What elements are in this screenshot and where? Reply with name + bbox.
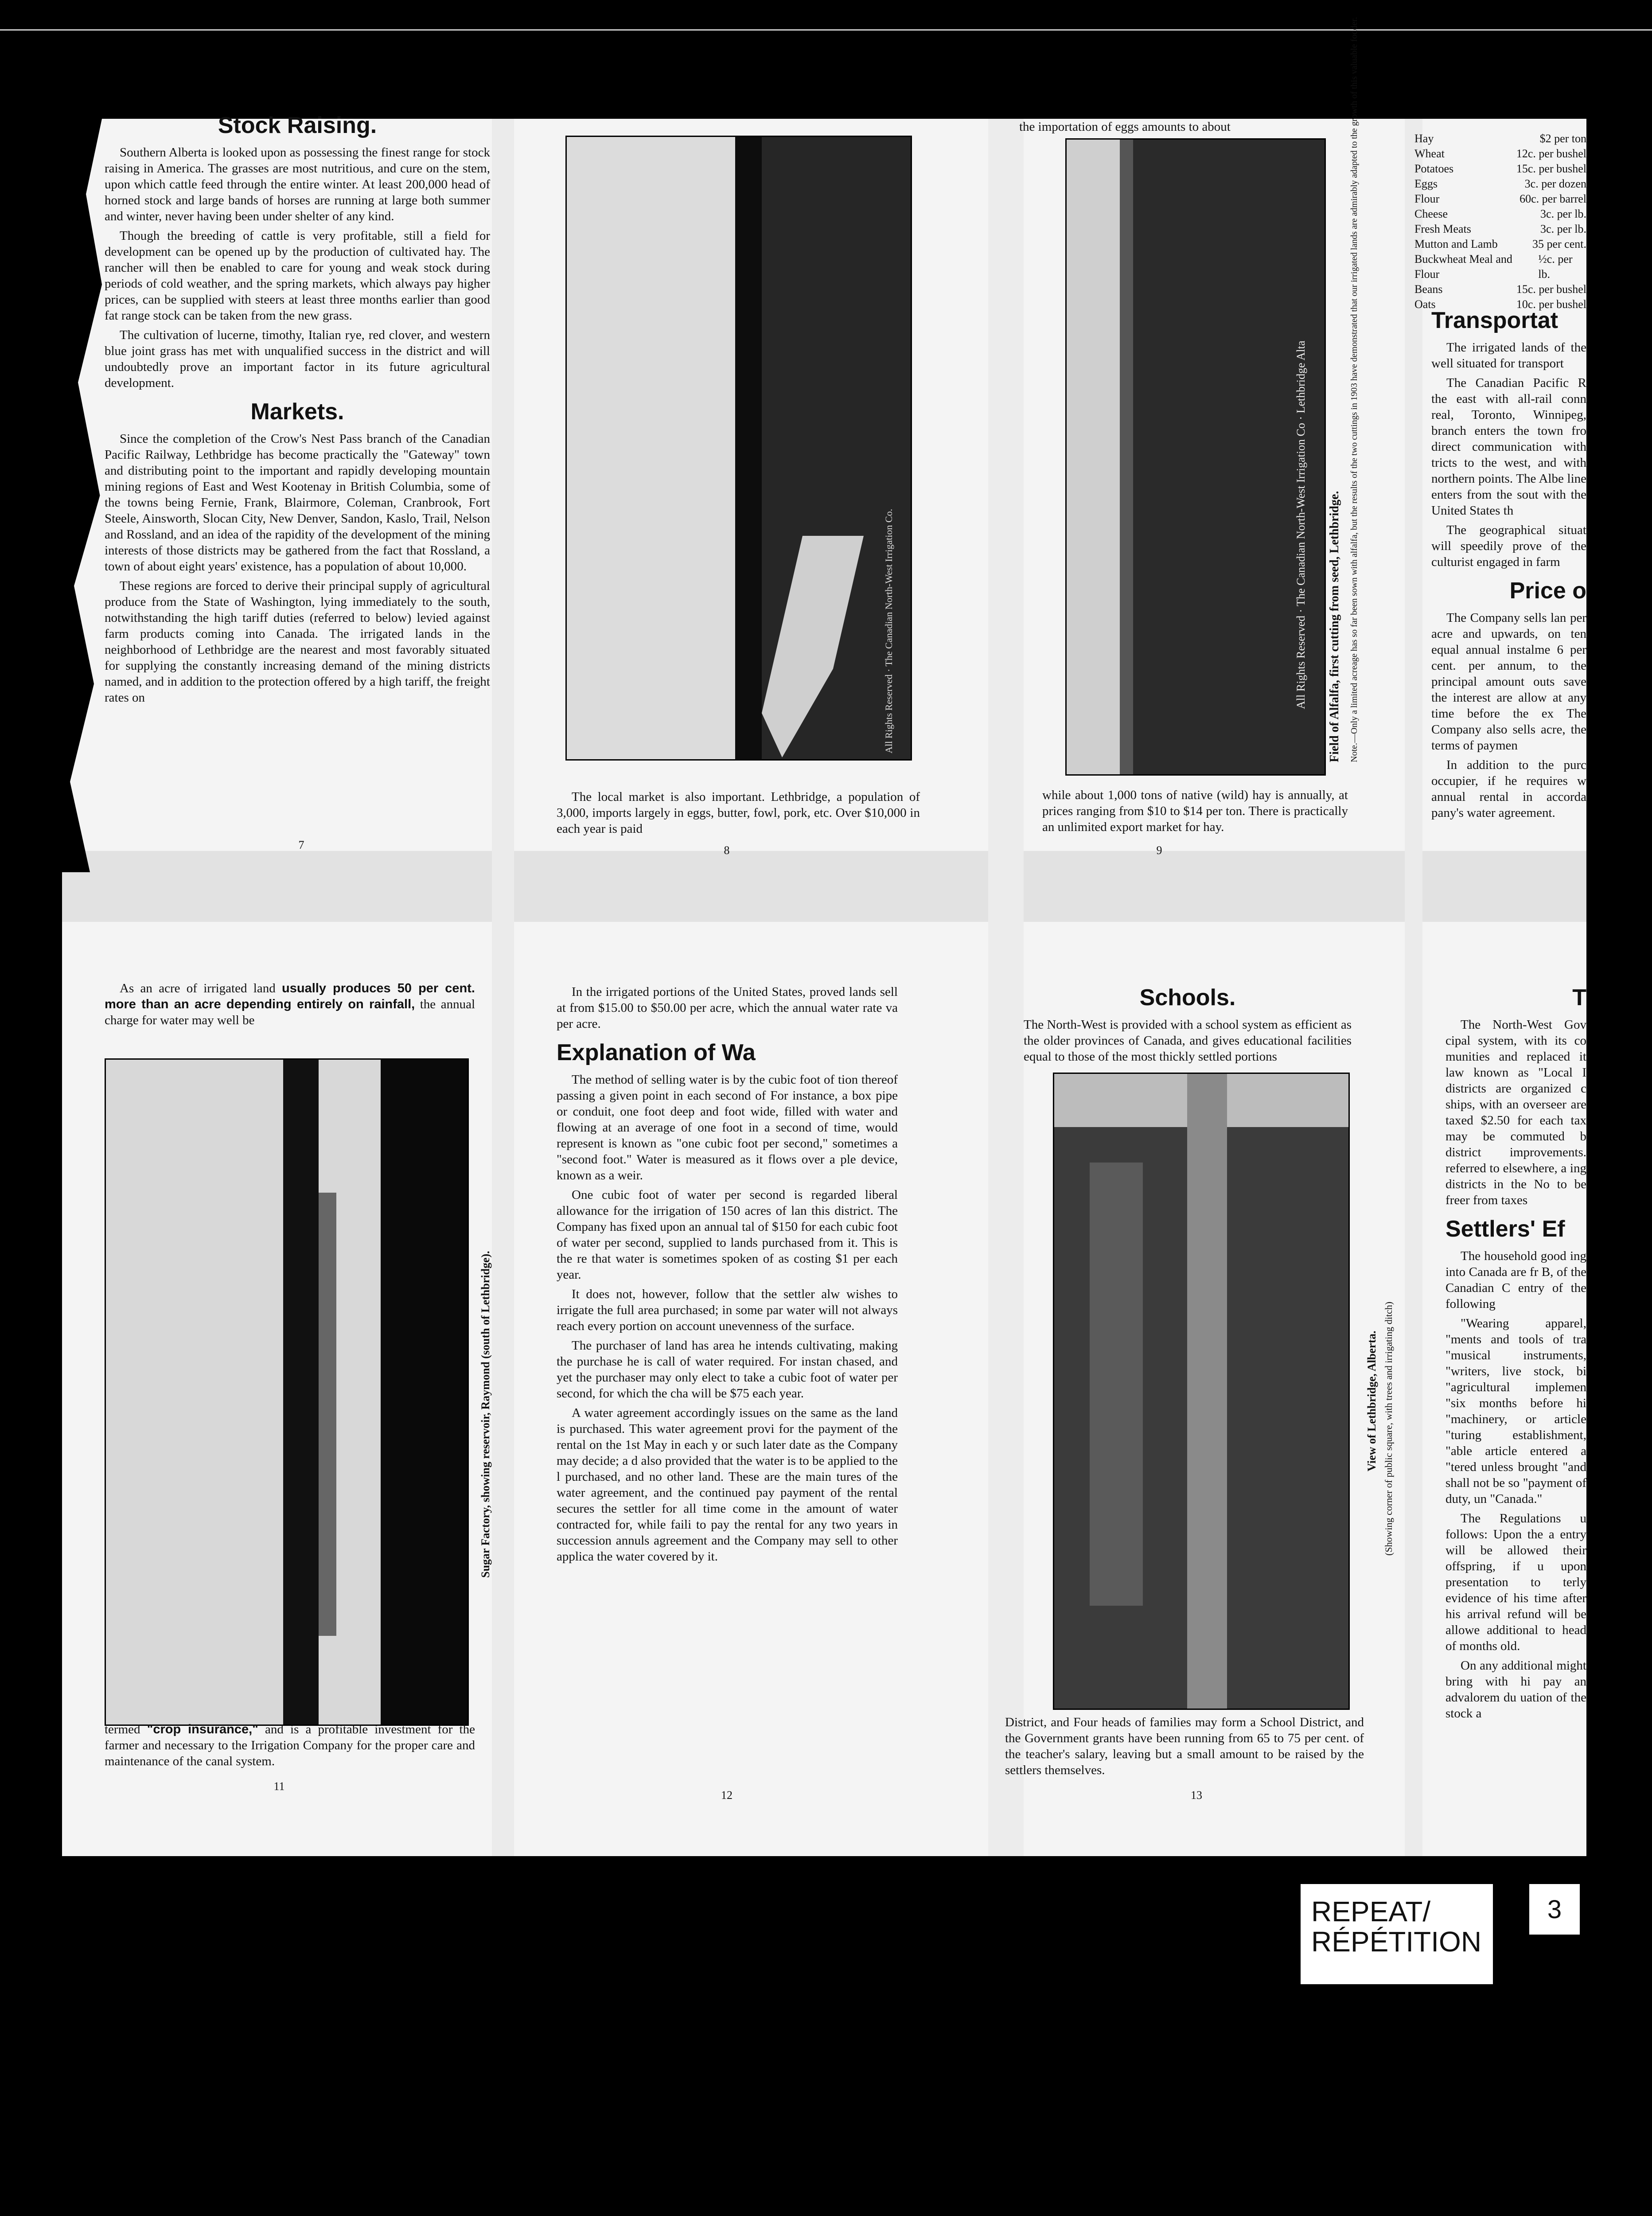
price-table <box>1414 131 1586 312</box>
page-number: 8 <box>724 844 730 857</box>
paragraph: Since the completion of the Crow's Nest Pass branch of the Canadian Pacific Railway, Lethbridge has become practically the "Gateway" town and distributing point to the important and rapidly developing mountain mining regions of East and West Kootenay in British Columbia, some of the towns being Fernie, Frank, Blairmore, Coleman, Cranbrook, Fort Steele, Ainsworth, Slocan City, New Denver, Sandon, Kaslo, Trail, Nelson and Rossland, and an idea of the rapidity of the development of the mining interests of those districts may be gathered from the fact that Rossland, a town of about eight years' existence, has a population of about 10,000. <box>105 432 490 574</box>
page-9 <box>1042 787 1348 839</box>
paragraph: The Company sells lan per acre and upwards, on ten equal annual instalme 6 per cent. per annum, to the principal amount outs save the interest are allow at any time before the ex The Company also sells acre, the terms of paymen <box>1431 611 1586 753</box>
stamp-line: RÉPÉTITION <box>1311 1926 1482 1958</box>
page-11-tail <box>105 1721 475 1773</box>
photo-caption <box>1328 491 1342 762</box>
paragraph: The local market is also important. Lethbridge, a population of 3,000, imports largely in eggs, butter, fowl, pork, etc. Over $10,000 in each year is paid <box>557 790 920 836</box>
vertical-fold-mid <box>988 119 1024 1856</box>
page-number: 13 <box>1191 1789 1202 1802</box>
frame-number: 3 <box>1528 1883 1581 1936</box>
photo-caption-note: Note.—Only a limited acreage has so far been sown with alfalfa, but the results of the two cuttings in 1903 have demonstrated that our irrigated lands are admirably adapted to the growth of this valuable fodder. <box>1349 17 1359 762</box>
photo-caption-note: (Showing corner of public square, with trees and irrigating ditch) <box>1383 1301 1394 1556</box>
photo-caption: View of Lethbridge, Alberta. <box>1365 1330 1378 1471</box>
page-number: 11 <box>273 1780 285 1793</box>
photo-inset-text: All Rights Reserved · The Canadian North-West Irrigation Co · Lethbridge Alta <box>1294 340 1307 709</box>
price-row: Potatoes 15c. per bushel <box>1414 162 1586 175</box>
paragraph: Southern Alberta is looked upon as possessing the finest range for stock raising in America. The grasses are most nutritious, and cure on the stem, upon which cattle feed through the entire winter. At least 200,000 head of horned stock and large bands of horses are running at large both summer and winter, never having been under shelter of any kind. <box>105 145 490 223</box>
page-9-top <box>1019 119 1383 138</box>
price-row: Oats 10c. per bushel <box>1414 298 1586 311</box>
page-number: 9 <box>1156 844 1162 857</box>
paragraph: The household good ing into Canada are fr B, of the Canadian C entry of the following <box>1446 1249 1586 1311</box>
top-rule <box>0 29 1652 31</box>
repeat-stamp <box>1299 1883 1494 1986</box>
vertical-fold-left <box>492 119 514 1856</box>
paragraph: District, and Four heads of families may form a School District, and the Government grants have been running from 65 to 75 per cent. of the teacher's salary, leaving but a small amount to be raised by the settlers themselves. <box>1005 1715 1364 1777</box>
paragraph: The North-West is provided with a school system as efficient as the older provinces of Canada, and gives educational facilities equal to those of the most thickly settled portions <box>1024 1018 1352 1064</box>
page-11-lead <box>105 980 475 1032</box>
vertical-fold-right <box>1405 119 1422 1856</box>
paragraph: The Canadian Pacific R the east with all-rail conn real, Toronto, Winnipeg, branch enters the town fro direct communication with tricts to the west, and with northern points. The Albe line enters from the sout with the United States th <box>1431 376 1586 518</box>
caption-title: Field of Alfalfa, first cutting from seed, Lethbridge. <box>1328 491 1341 762</box>
paragraph: The geographical situat will speedily prove of the culturist engaged in farm <box>1431 523 1586 569</box>
paragraph: the importation of eggs amounts to about <box>1019 120 1231 134</box>
alfalfa-field-photo <box>1065 138 1326 776</box>
price-row: Eggs 3c. per dozen <box>1414 177 1586 190</box>
heading-price: Price o <box>1509 578 1586 604</box>
photo-copyright: All Rights Reserved · The Canadian North-West Irrigation Co. <box>883 509 894 753</box>
stamp-line: REPEAT/ <box>1311 1896 1431 1927</box>
paragraph: The Regulations u follows: Upon the a entry will be allowed their offspring, if u upon presentation to terly evidence of his time after his arrival refund will be allowe additional to head of months old. <box>1446 1511 1586 1653</box>
price-row: Mutton and Lamb 35 per cent. <box>1414 238 1586 250</box>
paragraph: In the irrigated portions of the United States, proved lands sell at from $15.00 to $50.00 per acre, which the annual water rate va per acre. <box>557 985 898 1031</box>
heading-schools: Schools. <box>1139 985 1236 1010</box>
heading-explanation-of-water: Explanation of Wa <box>557 1040 756 1065</box>
paragraph: On any additional might bring with hi pay an advalorem du uation of the stock a <box>1446 1658 1586 1721</box>
page-number: 12 <box>721 1789 732 1802</box>
page-number: 7 <box>298 839 304 851</box>
paragraph: These regions are forced to derive their principal supply of agricultural produce from the State of Washington, lying immediately to the south, notwithstanding the high tariff duties (referred to below) levied against farm products coming into Canada. The irrigated lands in the neighborhood of Lethbridge are the nearest and most favorably situated for supplying the constantly increasing demand of the mining districts named, and in addition to the protection offered by a high tariff, the freight rates on <box>105 579 490 705</box>
paragraph: As an acre of irrigated land usually produces 50 per cent. more than an acre depending entirely on rainfall, the annual charge for water may well be <box>105 981 475 1027</box>
page-13 <box>1024 977 1352 1068</box>
sugar-factory-photo <box>105 1058 469 1726</box>
heading-transportation: Transportat <box>1431 308 1558 333</box>
price-row: Hay $2 per ton <box>1414 132 1586 145</box>
page-10 <box>1431 300 1586 858</box>
price-row: Buckwheat Meal and Flour ½c. per lb. <box>1414 253 1573 281</box>
price-row: Wheat 12c. per bushel <box>1414 147 1586 160</box>
heading-markets: Markets. <box>250 399 344 425</box>
paragraph: It does not, however, follow that the settler alw wishes to irrigate the full area purchased; in some par water will not always reach every portion on account unevenness of the surface. <box>557 1287 898 1333</box>
page-14 <box>1446 977 1586 1859</box>
paragraph: One cubic foot of water per second is regarded liberal allowance for the irrigation of 150 acres of lan this district. The Company has fixed upon an annual tal of $150 for each cubic foot of water per second, supplied to lands purchased from it. This is the re that water is sometimes spoken of as costing $1 per each year. <box>557 1188 898 1282</box>
heading-settlers-effects: Settlers' Ef <box>1446 1216 1565 1242</box>
heading-fragment: T <box>1572 985 1586 1010</box>
heading-stock-raising: Stock Raising. <box>218 113 377 138</box>
paragraph: The method of selling water is by the cubic foot of tion thereof passing a given point in each second of For instance, a box pipe or conduit, one foot deep and foot wide, filled with water and flowing at an average of one foot in a second of time, would represent is known as "one cubic foot per second," sometimes a "second foot." Water is measured as it flows over a ple device, known as a weir. <box>557 1073 898 1182</box>
horizontal-fold <box>62 851 1586 922</box>
paragraph: The purchaser of land has area he intends cultivating, making the purchase he is call of water required. For instan chased, and yet the purchaser may only elect to take a cubic foot of water per second, for which the cha will be $75 each year. <box>557 1338 898 1401</box>
price-row: Cheese 3c. per lb. <box>1414 207 1586 220</box>
paragraph: The irrigated lands of the well situated for transport <box>1431 340 1586 371</box>
paragraph: termed "crop insurance," and is a profitable investment for the farmer and necessary to the Irrigation Company for the proper care and maintenance of the canal system. <box>105 1722 475 1768</box>
price-row: Flour 60c. per barrel <box>1414 192 1586 205</box>
price-row: Fresh Meats 3c. per lb. <box>1414 222 1586 235</box>
lethbridge-view-photo <box>1053 1073 1350 1710</box>
paragraph: The cultivation of lucerne, timothy, Italian rye, red clover, and western blue joint grass has met with unqualified success in the district and will undoubtedly prove an important factor in its future agricultural development. <box>105 328 490 390</box>
page-8 <box>557 789 920 840</box>
price-row: Beans 15c. per bushel <box>1414 283 1586 296</box>
paragraph: "Wearing apparel, "ments and tools of tra "musical instruments, "writers, live stock, bi "agricultural implemen "six months before hi "machinery, or article "turing establishment, "able article entered a "tered unless brought "and shall not be so "payment of duty, un "Canada." <box>1446 1316 1586 1506</box>
paragraph: A water agreement accordingly issues on the same as the land is purchased. This water agreement provi for the payment of the rental on the 1st May in each y or such later date as the Company may decide; a d also provided that the water is to be applied to the l purchased, and no other land. These are the main tures of the water agreement, and the continued pay payment of the rental secures the settler for all time come in the amount of water contracted for, while faili to pay the rental for any two years in succession annuls agreement and the Company may sell to other applica the water covered by it. <box>557 1406 898 1564</box>
irrigation-canal-photo <box>565 136 912 761</box>
page-13-tail <box>1005 1714 1364 1782</box>
paragraph: while about 1,000 tons of native (wild) hay is annually, at prices ranging from $10 to $14 per ton. There is practically an unlimited export market for hay. <box>1042 788 1348 834</box>
page-12 <box>557 984 898 1568</box>
page-7 <box>105 111 490 709</box>
paragraph: Though the breeding of cattle is very profitable, still a field for development can be opened up by the production of cultivated hay. The rancher will then be enabled to care for young and weak stock during periods of cold weather, and the spring markets, which always pay higher prices, can be supplied with steers at least three months earlier than good fat range stock can be taken from the new grass. <box>105 229 490 323</box>
photo-caption: Sugar Factory, showing reservoir, Raymond (south of Lethbridge). <box>479 1251 492 1578</box>
paragraph: In addition to the purc occupier, if he requires w annual rental in accorda pany's water agreement. <box>1431 758 1586 820</box>
paragraph: The North-West Gov cipal system, with its co munities and replaced it law known as "Local I districts are organized c ships, with an overseer are taxed $2.50 for each tax may be commuted b district improvements. referred to elsewhere, a ing districts in the No to be freer from taxes <box>1446 1018 1586 1207</box>
